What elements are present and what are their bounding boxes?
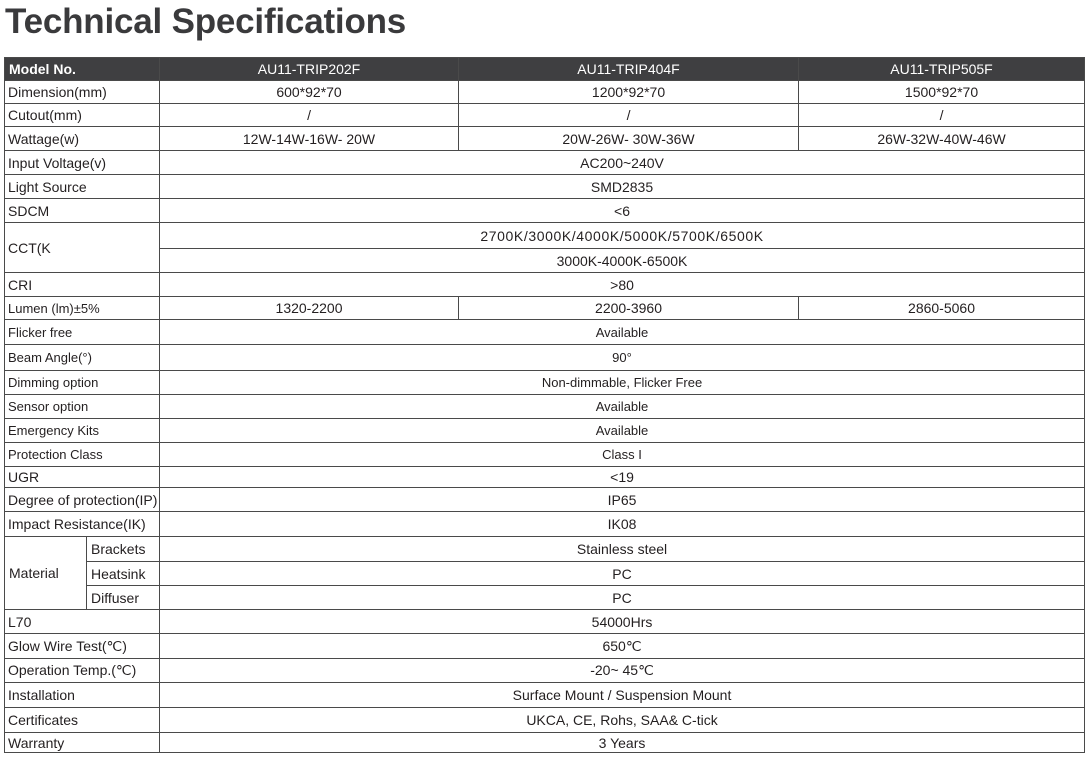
table-row: [5, 249, 1085, 273]
cell-value: 3 Years: [160, 733, 1085, 753]
table-row: [5, 273, 1085, 297]
row-label-beam-angle: Beam Angle(°): [5, 345, 160, 371]
cell-value: IP65: [160, 488, 1085, 512]
cell-value: Stainless steel: [160, 537, 1085, 562]
row-label-sdcm: SDCM: [5, 199, 160, 223]
cell-value: 20W-26W- 30W-36W: [459, 127, 799, 151]
table-row: [5, 395, 1085, 419]
table-row: [5, 443, 1085, 467]
model-header-1: AU11-TRIP202F: [160, 58, 459, 81]
table-row: [5, 223, 1085, 249]
cell-value: >80: [160, 273, 1085, 297]
cell-value: /: [459, 104, 799, 127]
table-row: [5, 610, 1085, 634]
cell-value: PC: [160, 586, 1085, 610]
table-row: [5, 512, 1085, 537]
row-label-lumen: Lumen (lm)±5%: [5, 297, 160, 320]
table-row: [5, 659, 1085, 683]
table-row: [5, 537, 1085, 562]
row-label-input-voltage: Input Voltage(v): [5, 151, 160, 175]
table-row: [5, 127, 1085, 151]
table-row: [5, 81, 1085, 104]
table-row: [5, 708, 1085, 733]
cell-value: UKCA, CE, Rohs, SAA& C-tick: [160, 708, 1085, 733]
cell-value: Surface Mount / Suspension Mount: [160, 683, 1085, 708]
row-label-l70: L70: [5, 610, 160, 634]
cell-value: AC200~240V: [160, 151, 1085, 175]
cell-value: 12W-14W-16W- 20W: [160, 127, 459, 151]
model-no-header: Model No.: [5, 58, 160, 81]
row-label-ik: Impact Resistance(IK): [5, 512, 160, 537]
row-label-cri: CRI: [5, 273, 160, 297]
cell-value: 600*92*70: [160, 81, 459, 104]
row-label-ugr: UGR: [5, 467, 160, 488]
table-header-row: [5, 58, 1085, 81]
row-label-protection-class: Protection Class: [5, 443, 160, 467]
cell-value: 650℃: [160, 634, 1085, 659]
table-row: [5, 467, 1085, 488]
cell-value: /: [799, 104, 1085, 127]
row-sublabel-brackets: Brackets: [87, 537, 160, 562]
model-header-3: AU11-TRIP505F: [799, 58, 1085, 81]
row-label-installation: Installation: [5, 683, 160, 708]
cell-value: 2860-5060: [799, 297, 1085, 320]
row-label-flicker: Flicker free: [5, 320, 160, 345]
cell-value: IK08: [160, 512, 1085, 537]
model-header-2: AU11-TRIP404F: [459, 58, 799, 81]
row-label-material: Material: [5, 537, 87, 610]
row-label-certificates: Certificates: [5, 708, 160, 733]
table-row: [5, 562, 1085, 586]
row-label-emergency: Emergency Kits: [5, 419, 160, 443]
table-row: [5, 371, 1085, 395]
table-row: [5, 634, 1085, 659]
cell-value: SMD2835: [160, 175, 1085, 199]
row-label-warranty: Warranty: [5, 733, 160, 753]
row-label-light-source: Light Source: [5, 175, 160, 199]
row-label-wattage: Wattage(w): [5, 127, 160, 151]
table-row: [5, 175, 1085, 199]
row-label-dimming: Dimming option: [5, 371, 160, 395]
cell-value: 90°: [160, 345, 1085, 371]
cell-value: /: [160, 104, 459, 127]
row-label-cct: CCT(K: [5, 223, 160, 273]
table-row: [5, 104, 1085, 127]
table-row: [5, 733, 1085, 753]
cell-value: -20~ 45℃: [160, 659, 1085, 683]
cell-value: <6: [160, 199, 1085, 223]
spec-table: [4, 57, 1085, 753]
cell-value: PC: [160, 562, 1085, 586]
cell-value: Non-dimmable, Flicker Free: [160, 371, 1085, 395]
row-label-glow-wire: Glow Wire Test(℃): [5, 634, 160, 659]
cell-value: 1320-2200: [160, 297, 459, 320]
table-row: [5, 345, 1085, 371]
cell-value: 3000K-4000K-6500K: [160, 249, 1085, 273]
row-label-operation-temp: Operation Temp.(℃): [5, 659, 160, 683]
cell-value: 54000Hrs: [160, 610, 1085, 634]
cell-value: 2700K/3000K/4000K/5000K/5700K/6500K: [160, 223, 1085, 249]
table-row: [5, 320, 1085, 345]
cell-value: <19: [160, 467, 1085, 488]
row-sublabel-heatsink: Heatsink: [87, 562, 160, 586]
page-title: Technical Specifications: [5, 2, 407, 41]
row-label-dimension: Dimension(mm): [5, 81, 160, 104]
table-row: [5, 488, 1085, 512]
table-row: [5, 151, 1085, 175]
cell-value: Class I: [160, 443, 1085, 467]
table-row: [5, 419, 1085, 443]
table-row: [5, 683, 1085, 708]
table-row: [5, 586, 1085, 610]
cell-value: Available: [160, 419, 1085, 443]
table-row: [5, 199, 1085, 223]
cell-value: 1200*92*70: [459, 81, 799, 104]
cell-value: 26W-32W-40W-46W: [799, 127, 1085, 151]
row-sublabel-diffuser: Diffuser: [87, 586, 160, 610]
cell-value: 1500*92*70: [799, 81, 1085, 104]
row-label-ip: Degree of protection(IP): [5, 488, 160, 512]
row-label-cutout: Cutout(mm): [5, 104, 160, 127]
cell-value: Available: [160, 395, 1085, 419]
row-label-sensor: Sensor option: [5, 395, 160, 419]
table-row: [5, 297, 1085, 320]
cell-value: Available: [160, 320, 1085, 345]
cell-value: 2200-3960: [459, 297, 799, 320]
